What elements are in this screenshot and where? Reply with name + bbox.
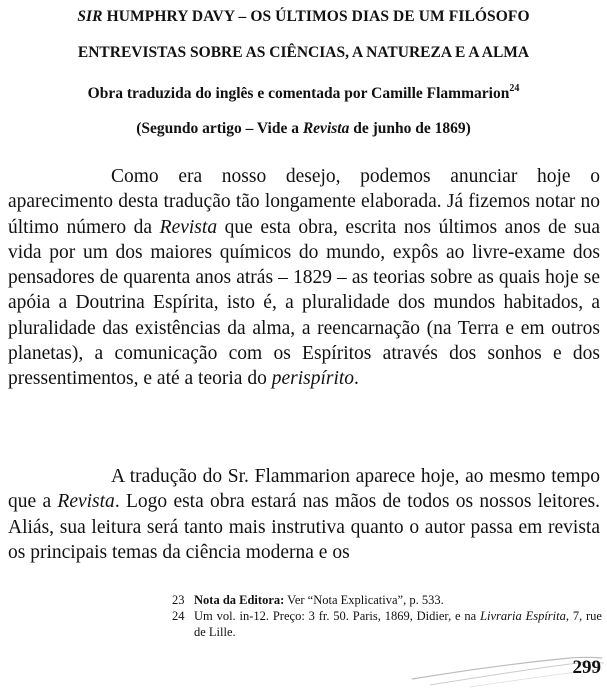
page-number: 299 bbox=[572, 657, 601, 678]
body-paragraph-1 bbox=[8, 164, 600, 392]
footnote-editor-label: Nota da Editora: bbox=[194, 593, 285, 607]
footnote-24-text-a: Um vol. in-12. Preço: 3 fr. 50. Paris, 1869, Didier, e na bbox=[194, 609, 481, 623]
p1-italic-perispirito: perispírito bbox=[271, 368, 355, 390]
article-note-b: de junho de 1869) bbox=[349, 120, 471, 137]
title-sir-italic: SIR bbox=[77, 8, 103, 25]
article-note-italic: Revista bbox=[302, 120, 350, 137]
footnote-24 bbox=[172, 608, 602, 640]
footnote-text bbox=[194, 592, 602, 608]
p1-text-a: Como era nosso desejo, podemos anunciar hoje o aparecimento desta tradução tão longamente elaborada. Já fizemos notar no último número da bbox=[8, 166, 600, 238]
body-paragraph-2 bbox=[8, 464, 600, 565]
footnote-number: 24 bbox=[172, 609, 185, 623]
translation-credit-text: Obra traduzida do inglês e comentada por Camille Flammarion bbox=[87, 85, 510, 102]
p2-text-a: A tradução do Sr. Flammarion aparece hoje, ao mesmo tempo que a bbox=[8, 466, 600, 513]
p2-italic-revista: Revista bbox=[57, 491, 115, 513]
p1-text-e: . bbox=[354, 368, 359, 390]
footnote-number: 23 bbox=[172, 593, 185, 607]
p2-text-c: . Logo esta obra estará nas mãos de todos os nossos leitores. Aliás, sua leitura será tanto mais instrutiva quanto o autor passa em revista os principais temas da ciência moderna e os bbox=[8, 491, 600, 563]
article-note-a: (Segundo artigo – Vide a bbox=[136, 120, 303, 137]
footnote-23 bbox=[172, 592, 602, 608]
footnote-24-italic: Livraria Espírita bbox=[480, 609, 566, 623]
translation-credit bbox=[8, 83, 599, 103]
article-subtitle: ENTREVISTAS SOBRE AS CIÊNCIAS, A NATUREZA E A ALMA bbox=[77, 44, 530, 61]
article-title bbox=[8, 8, 599, 26]
article-note bbox=[8, 120, 599, 138]
page-number-ornament bbox=[410, 649, 605, 689]
footnote-ref-24[interactable]: 24 bbox=[509, 83, 520, 94]
footnote-24-text-b: , 7, rue de Lille. bbox=[194, 609, 602, 639]
footnote-23-text: Ver “Nota Explicativa”, p. 533. bbox=[284, 593, 444, 607]
p1-text-c: que esta obra, escrita nos últimos anos de sua vida por um dos maiores químicos do mundo, expôs ao livre-exame dos pensadores de quarenta anos atrás – 1829 – as teorias sobre as quais hoje se apóia a Doutrina Espírita, isto é, a pluralidade dos mundos habitados, a pluralidade das existências da alma, a reencarnação (na Terra e em outros planetas), a comunicação com os Espíritos através dos sonhos e dos pressentimentos, e até a teoria do bbox=[8, 216, 600, 390]
footnote-text bbox=[194, 608, 602, 640]
title-rest: HUMPHRY DAVY – OS ÚLTIMOS DIAS DE UM FILÓSOFO bbox=[102, 8, 530, 25]
footnotes bbox=[172, 592, 602, 640]
p1-italic-revista: Revista bbox=[159, 216, 218, 238]
